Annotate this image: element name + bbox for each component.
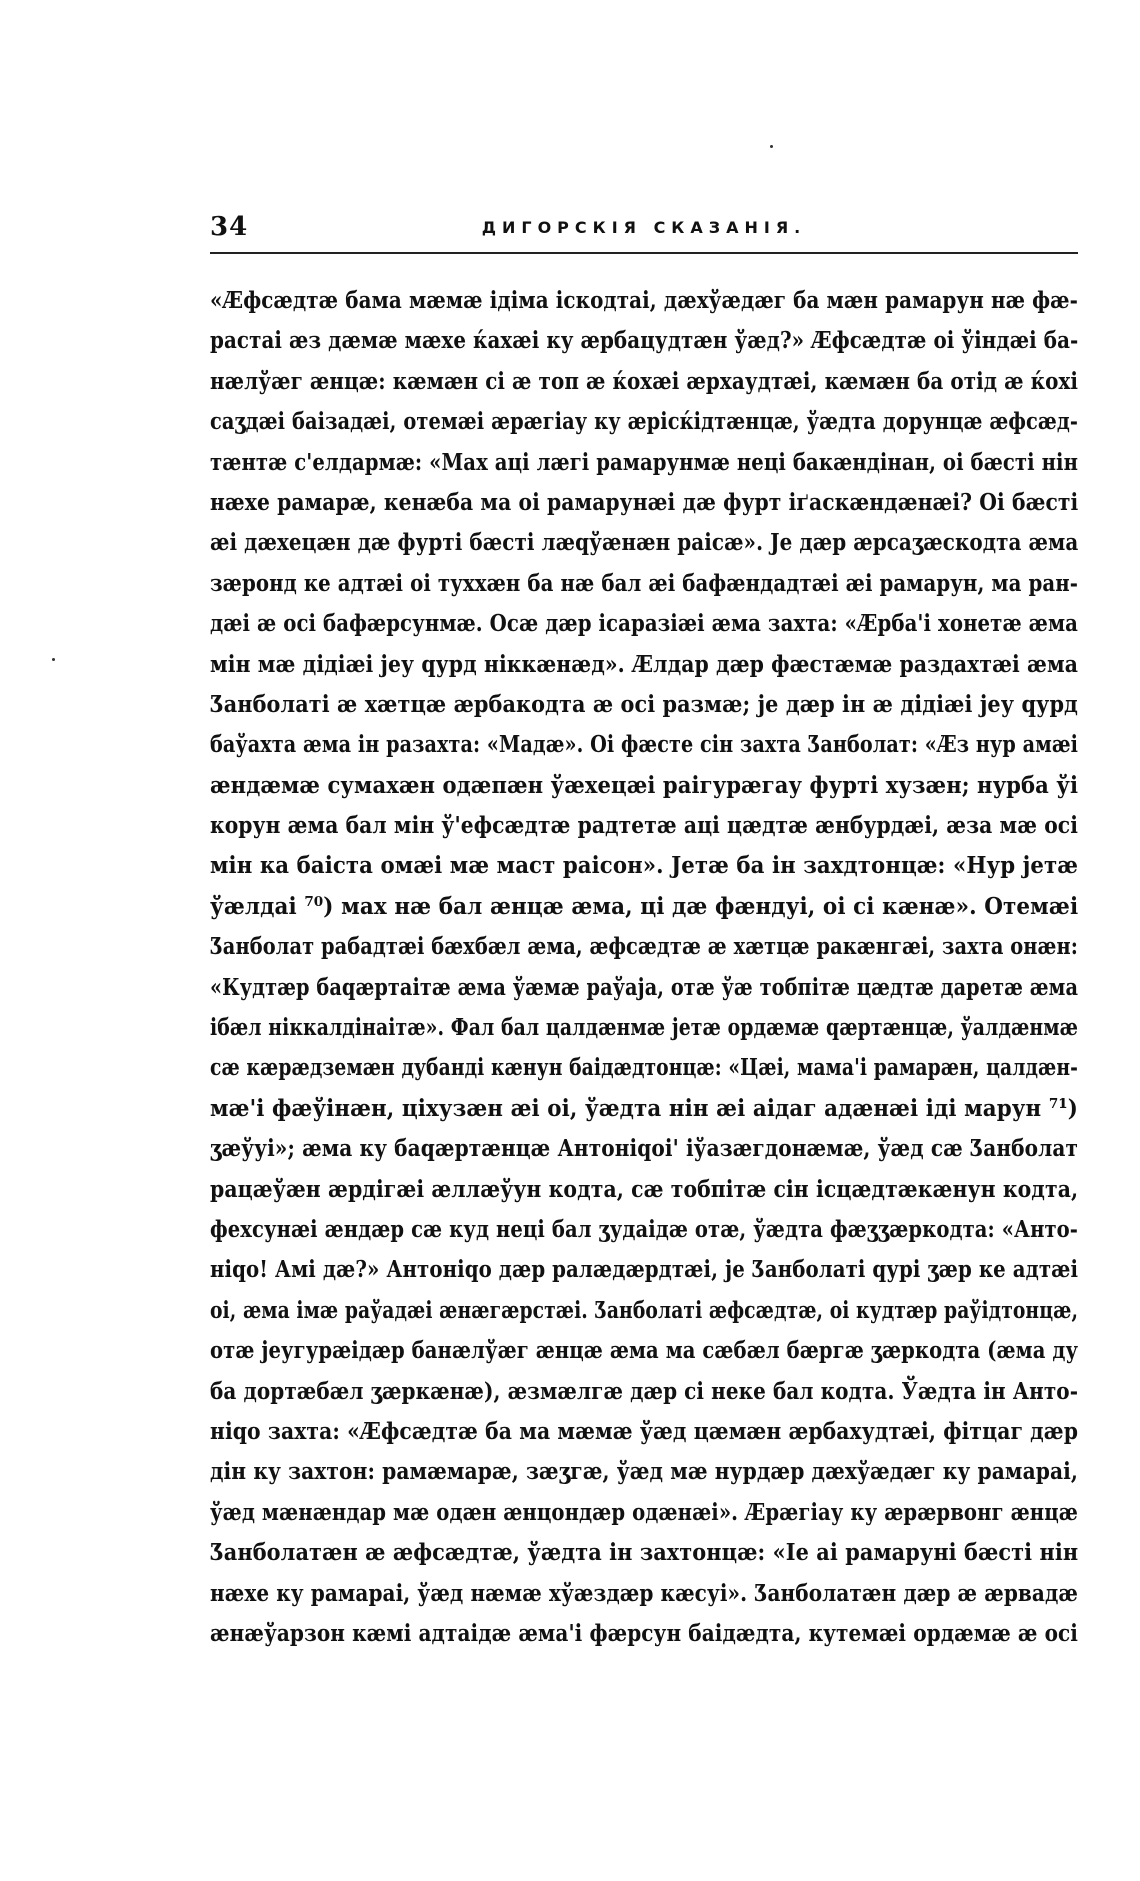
text-line: Ӡанболатӕн ӕ ӕфсӕдтӕ, ўӕдта ін захтонцӕ: «Ӏе аі рамаруні бӕсті нін (210, 1538, 1079, 1567)
text-line: мін мӕ дідіӕі јеу qурд ніккӕнӕд». Ӕлдар дӕр фӕстӕмӕ раздахтӕі ӕма (210, 649, 1078, 678)
text-line: дӕі ӕ осі бафӕрсунмӕ. Осӕ дӕр ісаразіӕі ӕма захта: «Ӕрба'і хонетӕ ӕма (210, 609, 1078, 638)
text-line: Ӡанболаті ӕ хӕтцӕ ӕрбакодта ӕ осі размӕ; јe дӕр ін ӕ дідіӕі јеу qурд (210, 689, 1078, 718)
page-number: 34 (210, 212, 249, 242)
text-line: зӕронд ке адтӕі оі туххӕн ба нӕ бал ӕі бафӕндадтӕі ӕі рамарун, ма ран- (210, 568, 1078, 597)
text-line: мӕ'і фӕўінӕн, ціхузӕн ӕі оі, ўӕдта нін ӕі аідаг адӕнӕі іді марун ⁷¹) (210, 1093, 1078, 1122)
header-rule (210, 252, 1078, 254)
text-line: ӡӕўуі»; ӕма ку баqӕртӕнцӕ Антоніqоі' іўазӕгдонӕмӕ, ўӕд сӕ Ӡанболат (210, 1134, 1078, 1163)
text-line: сӕ кӕрӕдземӕн дубанді кӕнун баідӕдтонцӕ: «Цӕі, мама'і рамарӕн, цалдӕн- (210, 1053, 1078, 1082)
text-line: мін ка баіста омӕі мӕ маст раісон». Јетӕ ба ін захдтонцӕ: «Нур јетӕ (210, 851, 1079, 880)
text-line: ба дортӕбӕл ӡӕркӕнӕ), ӕзмӕлгӕ дӕр сі неке бал кодта. Ўӕдта ін Анто- (210, 1376, 1079, 1405)
text-line: ӕі дӕхецӕн дӕ фурті бӕсті лӕqўӕнӕн раісӕ». Јe дӕр ӕрсаӡӕскодта ӕма (210, 528, 1079, 557)
text-line: саӡдӕі баізадӕі, отемӕі ӕрӕгіау ку ӕрісќідтӕнцӕ, ўӕдта дорунцӕ ӕфсӕд- (210, 407, 1078, 436)
text-line: рацӕўӕн ӕрдігӕі ӕллӕўун кодта, сӕ тобпітӕ сін ісцӕдтӕкӕнун кодта, (210, 1174, 1079, 1203)
body-text (210, 280, 1078, 1653)
text-line: «Ӕфсӕдтӕ бама мӕмӕ ідіма іскодтаі, дӕхўӕдӕг ба мӕн рамарун нӕ фӕ- (210, 286, 1078, 314)
text-line: нӕхе рамарӕ, кенӕба ма оі рамарунӕі дӕ фурт іґаскӕндӕнӕі? Оі бӕсті (210, 487, 1079, 516)
text-line: «Кудтӕр баqӕртаітӕ ӕма ўӕмӕ раўаја, отӕ ўӕ тобпітӕ цӕдтӕ даретӕ ӕма (210, 972, 1079, 1001)
text-line: оі, ӕма імӕ раўадӕі ӕнӕгӕрстӕі. Ӡанболаті ӕфсӕдтӕ, оі кудтӕр раўідтонцӕ, (210, 1295, 1079, 1324)
text-line: баўахта ӕма ін разахта: «Мадӕ». Оі фӕсте сін захта Ӡанболат: «Ӕз нур амӕі (210, 730, 1079, 759)
page-header (210, 212, 1078, 252)
text-line: нӕхе ку рамараі, ўӕд нӕмӕ хўӕздӕр кӕсуі». Ӡанболатӕн дӕр ӕ ӕрвадӕ (210, 1578, 1078, 1607)
text-line: ўӕлдаі ⁷⁰) мах нӕ бал ӕнцӕ ӕма, ці дӕ фӕндуі, оі сі кӕнӕ». Отемӕі (210, 891, 1079, 920)
text-line: фехсунӕі ӕндӕр сӕ куд неці бал ӡудаідӕ отӕ, ўӕдта фӕӡӡӕркодта: «Анто- (210, 1214, 1078, 1243)
text-line: ӕнӕўарзон кӕмі адтаідӕ ӕма'і фӕрсун баідӕдта, кутемӕі ордӕмӕ ӕ осі (210, 1618, 1078, 1647)
text-line: ібӕл ніккалдінаітӕ». Фал бал цалдӕнмӕ јетӕ ордӕмӕ qӕртӕнцӕ, ўалдӕнмӕ (210, 1013, 1079, 1042)
text-line: ніqо! Амі дӕ?» Антоніqо дӕр ралӕдӕрдтӕі, јe Ӡанболаті qурі ӡӕр ке адтӕі (210, 1255, 1079, 1284)
text-line: дін ку захтон: рамӕмарӕ, зӕӡгӕ, ўӕд мӕ нурдӕр дӕхўӕдӕг ку рамараі, (210, 1457, 1078, 1486)
text-line: Ӡанболат рабадтӕі бӕхбӕл ӕма, ӕфсӕдтӕ ӕ хӕтцӕ ракӕнгӕі, захта онӕн: (210, 932, 1079, 961)
running-title: ДИГОРСКІЯ СКАЗАНІЯ. (481, 218, 807, 237)
text-line: тӕнтӕ с'елдармӕ: «Мах аці лӕгі рамарунмӕ неці бакӕндінан, оі бӕсті нін (210, 447, 1079, 476)
text-line: отӕ јеугурӕідӕр банӕлўӕг ӕнцӕ ӕма ма сӕбӕл бӕргӕ ӡӕркодта (ӕма ду (210, 1336, 1079, 1365)
paper-speck (770, 145, 773, 148)
text-line: ӕндӕмӕ сумахӕн одӕпӕн ўӕхецӕі раігурӕгау фурті хузӕн; нурба ўі (210, 770, 1079, 799)
text-line: нӕлўӕг ӕнцӕ: кӕмӕн сі ӕ топ ӕ ќохӕі ӕрхаудтӕі, кӕмӕн ба отід ӕ ќохі (210, 366, 1079, 395)
text-line: ўӕд мӕнӕндар мӕ одӕн ӕнцондӕр одӕнӕі». Ӕрӕгіау ку ӕрӕрвонг ӕнцӕ (210, 1497, 1078, 1526)
paper-speck (52, 658, 55, 661)
text-line: ніqо захта: «Ӕфсӕдтӕ ба ма мӕмӕ ўӕд цӕмӕн ӕрбахудтӕі, фітцаг дӕр (210, 1416, 1078, 1445)
text-line: растаі ӕз дӕмӕ мӕхе ќахӕі ку ӕрбацудтӕн ўӕд?» Ӕфсӕдтӕ оі ўіндӕі ба- (210, 326, 1079, 355)
text-line: корун ӕма бал мін ў'ефсӕдтӕ радтетӕ аці цӕдтӕ ӕнбурдӕі, ӕза мӕ осі (210, 811, 1078, 840)
